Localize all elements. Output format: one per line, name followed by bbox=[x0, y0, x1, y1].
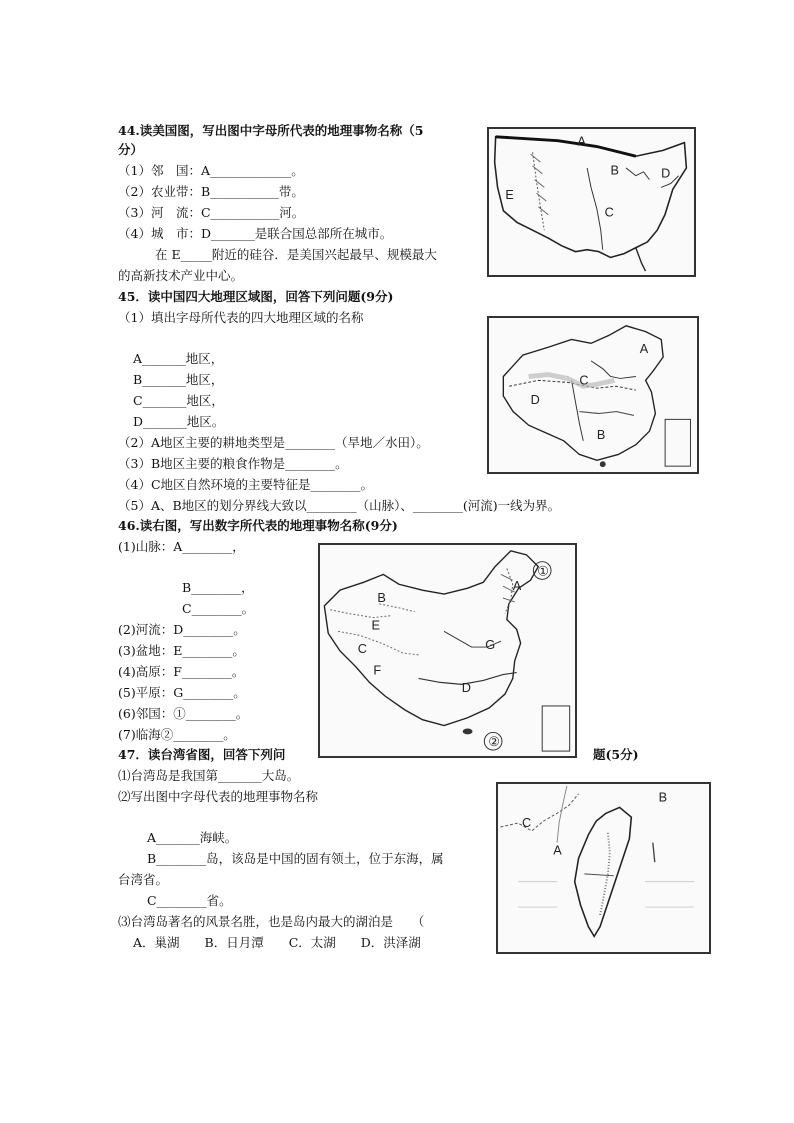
q46-title: 46.读右图，写出数字所代表的地理事物名称(9分) bbox=[118, 518, 398, 533]
phys-label-neighbor: ① bbox=[537, 563, 549, 579]
taiwan-label-c: C bbox=[521, 815, 532, 830]
usa-label-c: C bbox=[604, 205, 614, 220]
q45-line3: （3）B地区主要的粮食作物是________。 bbox=[118, 456, 348, 471]
q46-line5: (5)平原：G________。 bbox=[118, 685, 246, 700]
q47-line2: ⑵写出图中字母代表的地理事物名称 bbox=[118, 789, 319, 804]
q47-c: C________省。 bbox=[147, 893, 232, 908]
usa-map bbox=[487, 127, 696, 277]
region-label-a: A bbox=[639, 342, 649, 357]
q46-line7: (7)临海②________。 bbox=[118, 727, 236, 742]
china-regions-map bbox=[487, 316, 699, 474]
q46-line4: (4)高原：F________。 bbox=[118, 664, 245, 679]
q47-title-tail: 题(5分) bbox=[593, 747, 639, 762]
region-label-c: C bbox=[579, 373, 589, 388]
phys-label-a: A bbox=[512, 578, 522, 594]
q47-b: B________岛，该岛是中国的固有领土，位于东海，属 bbox=[147, 851, 444, 866]
q47-title: 47．读台湾省图，回答下列问 bbox=[118, 747, 286, 762]
taiwan-map bbox=[496, 782, 711, 954]
q47-b2: 台湾省。 bbox=[118, 872, 169, 887]
q45-a: A_______地区， bbox=[133, 351, 224, 366]
q47-a: A_______海峡。 bbox=[147, 830, 238, 845]
q45-line1: （1）填出字母所代表的四大地理区域的名称 bbox=[118, 310, 364, 325]
region-label-d: D bbox=[530, 392, 540, 407]
phys-label-g: G bbox=[485, 637, 496, 653]
china-physical-map bbox=[318, 543, 577, 758]
q44-line5: 在 E_____附近的硅谷．是美国兴起最早、规模最大 bbox=[155, 247, 437, 262]
q45-c: C_______地区， bbox=[133, 393, 224, 408]
q46-line2: (2)河流：D________。 bbox=[118, 622, 246, 637]
q44-line1: （1）邻 国：A_____________。 bbox=[118, 163, 304, 178]
usa-label-e: E bbox=[505, 188, 514, 203]
q45-line2: （2）A地区主要的耕地类型是________（旱地／水田）。 bbox=[118, 435, 429, 450]
q46-line1c: C________。 bbox=[182, 601, 255, 616]
phys-label-c: C bbox=[357, 640, 367, 656]
taiwan-label-b: B bbox=[658, 790, 668, 805]
usa-label-a: A bbox=[577, 134, 586, 149]
q44-title: 44.读美国图，写出图中字母所代表的地理事物名称（5 bbox=[118, 123, 424, 138]
usa-label-d: D bbox=[661, 166, 671, 181]
q46-line6: (6)邻国：①________。 bbox=[118, 706, 249, 721]
phys-label-f: F bbox=[373, 662, 382, 678]
taiwan-label-a: A bbox=[553, 843, 562, 858]
q45-line4: （4）C地区自然环境的主要特征是________。 bbox=[118, 477, 374, 492]
q44-title-cont: 分） bbox=[118, 142, 144, 157]
q44-line3: （3）河 流：C___________河。 bbox=[118, 205, 305, 220]
usa-label-b: B bbox=[610, 163, 619, 178]
region-label-b: B bbox=[596, 427, 606, 442]
phys-label-sea: ② bbox=[488, 734, 500, 750]
phys-label-b: B bbox=[377, 589, 386, 605]
q46-line1b: B________， bbox=[182, 580, 254, 595]
phys-label-d: D bbox=[461, 680, 471, 696]
q47-options: A．巢湖 B．日月潭 C．太湖 D．洪泽湖 bbox=[133, 935, 421, 950]
q45-d: D_______地区。 bbox=[133, 414, 225, 429]
q47-line1: ⑴台湾岛是我国第_______大岛。 bbox=[118, 768, 300, 783]
q45-title: 45．读中国四大地理区域图，回答下列问题(9分) bbox=[118, 289, 394, 304]
q47-line3: ⑶台湾岛著名的风景名胜，也是岛内最大的湖泊是 （ bbox=[118, 914, 425, 929]
q44-line6: 的高新技术产业中心。 bbox=[118, 268, 244, 283]
phys-label-e: E bbox=[371, 617, 380, 633]
q45-b: B_______地区， bbox=[133, 372, 224, 387]
q44-line2: （2）农业带：B___________带。 bbox=[118, 184, 304, 199]
q46-line3: (3)盆地：E________。 bbox=[118, 643, 245, 658]
q46-line1: (1)山脉：A________， bbox=[118, 539, 245, 554]
q45-line5: （5）A、B地区的划分界线大致以________（山脉）、________(河流)一线为界。 bbox=[118, 498, 561, 513]
q44-line4: （4）城 市：D_______是联合国总部所在城市。 bbox=[118, 226, 393, 241]
